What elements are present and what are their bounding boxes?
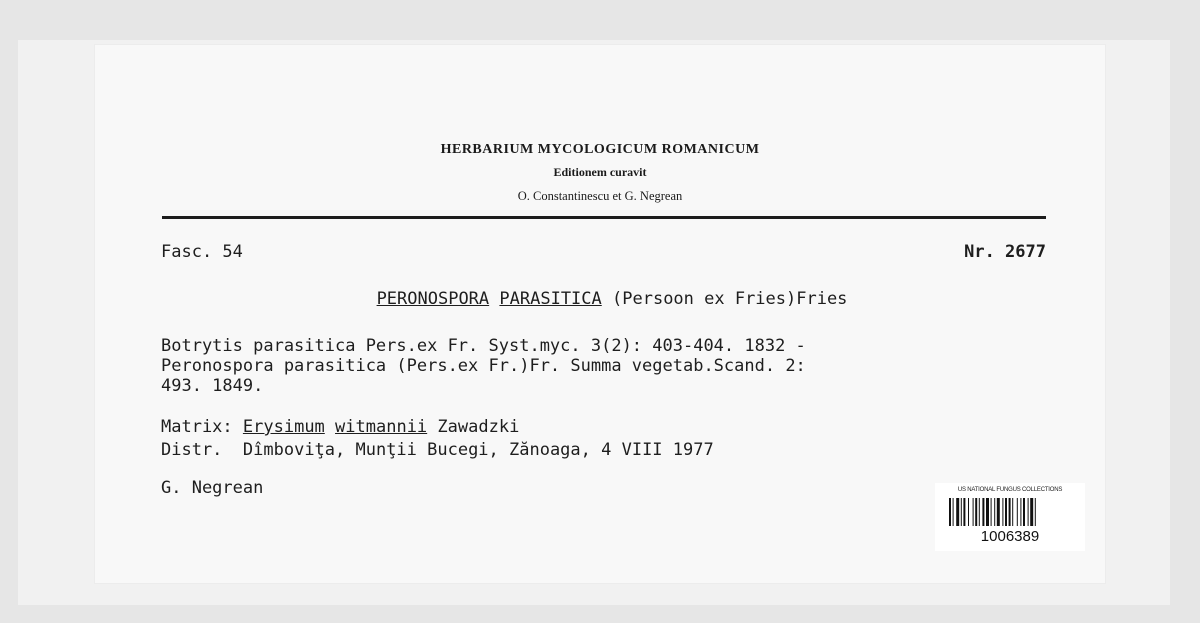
specimen-number: Nr. 2677 xyxy=(964,242,1046,262)
host-matrix xyxy=(161,417,519,437)
header-divider xyxy=(162,216,1046,219)
barcode-icon xyxy=(949,498,1071,526)
editorial-subtitle: Editionem curavit xyxy=(553,165,647,179)
collector-name: G. Negrean xyxy=(161,478,264,498)
barcode-header: US NATIONAL FUNGUS COLLECTIONS xyxy=(957,487,1063,493)
species-epithet: PARASITICA xyxy=(499,289,602,309)
species-genus: PERONOSPORA xyxy=(376,289,490,309)
synonymy-line: Peronospora parasitica (Pers.ex Fr.)Fr. Summa vegetab.Scand. 2: xyxy=(161,356,806,376)
editors-line: O. Constantinescu et G. Negrean xyxy=(517,189,683,203)
host-epithet: witmannii xyxy=(335,417,428,437)
distribution-text: Dîmboviţa, Munţii Bucegi, Zănoaga, 4 VIII 1977 xyxy=(242,440,714,460)
distribution-label: Distr. xyxy=(161,440,223,460)
species-authority: (Persoon ex Fries)Fries xyxy=(612,289,848,309)
distribution xyxy=(161,440,714,460)
host-genus: Erysimum xyxy=(242,417,325,437)
barcode-number: 1006389 xyxy=(980,528,1040,545)
synonymy-line: 493. 1849. xyxy=(161,376,264,396)
synonymy-block xyxy=(161,336,806,396)
matrix-label: Matrix: xyxy=(161,417,233,437)
host-authority: Zawadzki xyxy=(437,417,520,437)
species-name xyxy=(0,289,1200,309)
fascicle-number: Fasc. 54 xyxy=(161,242,243,262)
herbarium-title: HERBARIUM MYCOLOGICUM ROMANICUM xyxy=(440,142,760,157)
barcode-label xyxy=(935,483,1085,551)
synonymy-line: Botrytis parasitica Pers.ex Fr. Syst.myc. 3(2): 403-404. 1832 - xyxy=(161,336,806,356)
